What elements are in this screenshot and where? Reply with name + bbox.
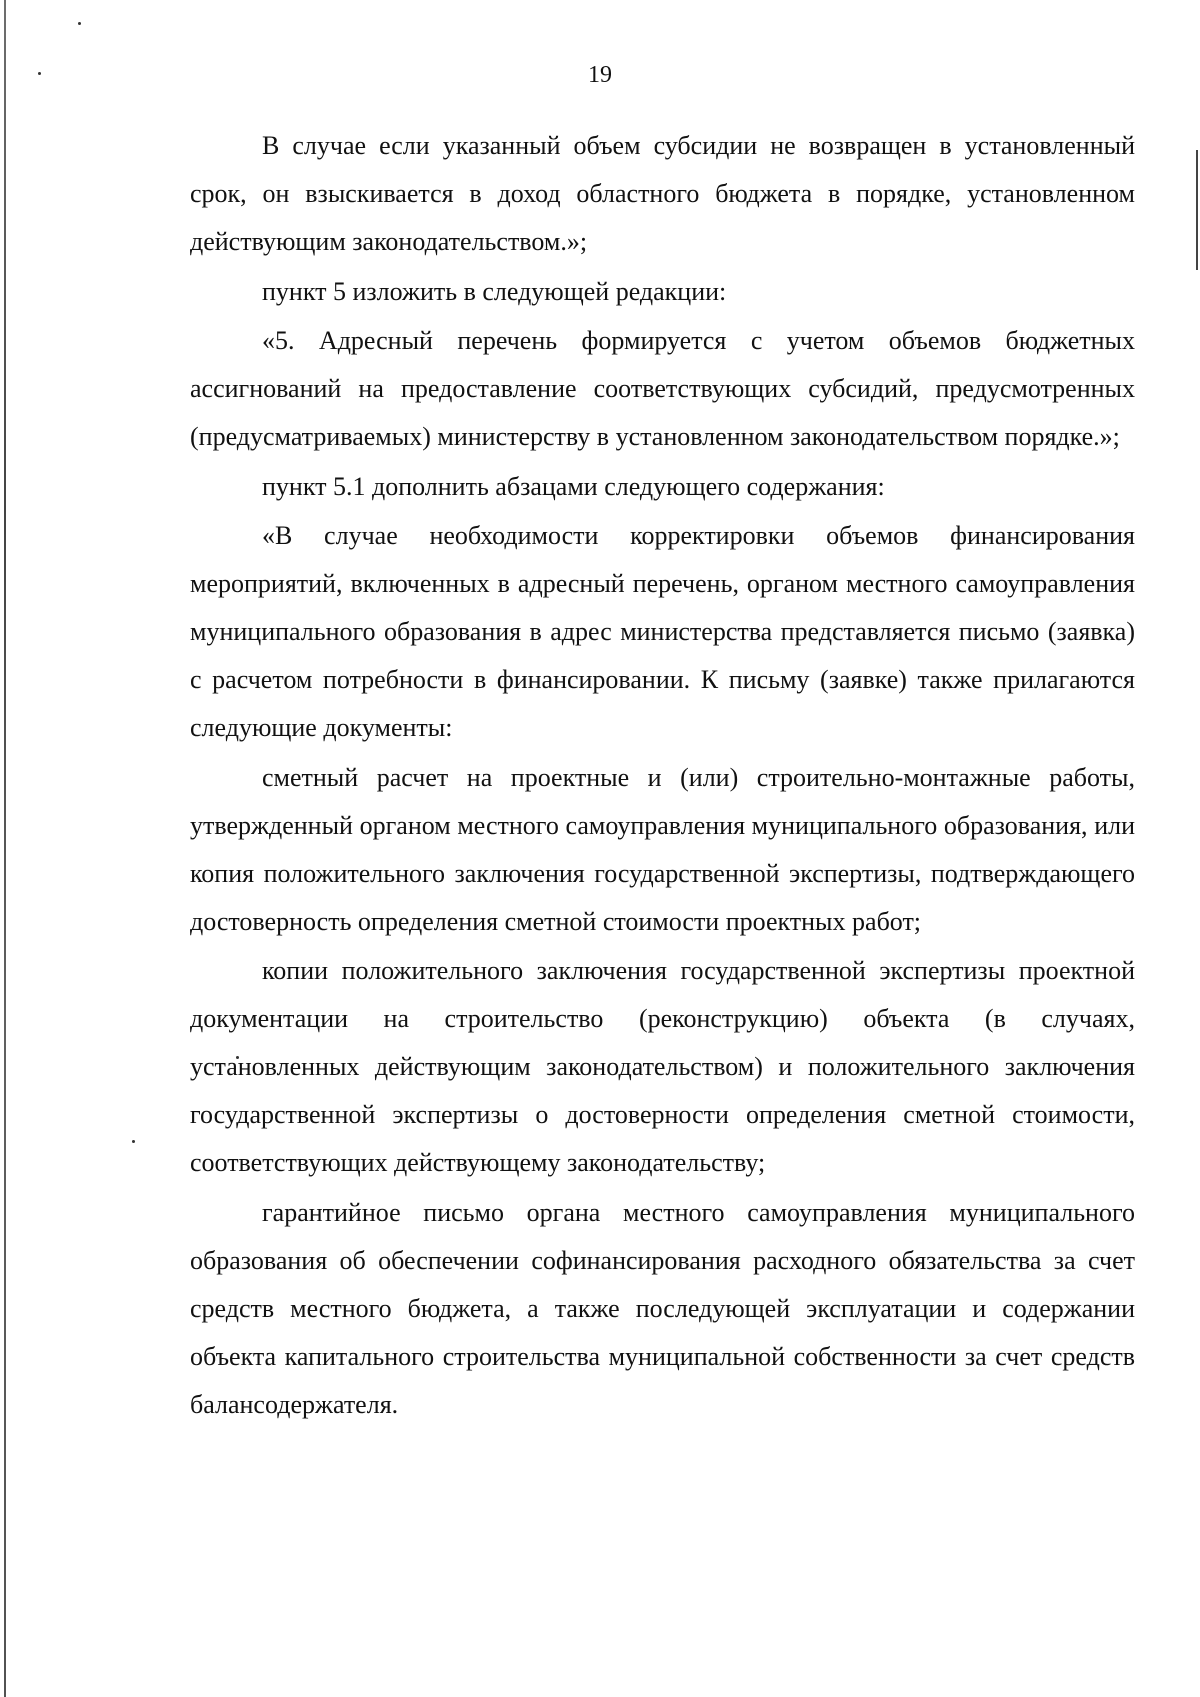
paragraph: копии положительного заключения государственной экспертизы проектной документации на строительство (реконструкцию) объекта (в случаях, установленных действующим законодательством) и положительного заключения государственной экспертизы о достоверности определения сметной стоимости, соответствующих действующему законодательству; bbox=[190, 956, 1135, 1177]
scan-edge-line bbox=[4, 0, 6, 1697]
paragraph: пункт 5 изложить в следующей редакции: bbox=[262, 276, 727, 306]
scan-speck bbox=[132, 1140, 135, 1143]
paragraph: гарантийное письмо органа местного самоуправления муниципального образования об обеспечении софинансирования расходного обязательства за счет средств местного бюджета, а также последующей эксплуатации и содержании объекта капитального строительства муниципальной собственности за счет средств балансодержателя. bbox=[190, 1197, 1135, 1419]
page-number: 19 bbox=[588, 62, 612, 88]
paragraph: «5. Адресный перечень формируется с учетом объемов бюджетных ассигнований на предоставление соответствующих субсидий, предусмотренных (предусматриваемых) министерству в установленном законодательством порядке.»; bbox=[190, 326, 1135, 451]
paragraph: В случае если указанный объем субсидии не возвращен в установленный срок, он взыскивается в доход областного бюджета в порядке, установленном действующим законодательством.»; bbox=[190, 131, 1135, 256]
scan-margin-mark bbox=[1196, 150, 1198, 270]
paragraph: пункт 5.1 дополнить абзацами следующего содержания: bbox=[262, 471, 885, 501]
document-body bbox=[190, 122, 1135, 1430]
paragraph: сметный расчет на проектные и (или) строительно-монтажные работы, утвержденный органом местного самоуправления муниципального образования, или копия положительного заключения государственной экспертизы, подтверждающего достоверность определения сметной стоимости проектных работ; bbox=[190, 762, 1135, 936]
scan-speck bbox=[78, 22, 81, 25]
paragraph: «В случае необходимости корректировки объемов финансирования мероприятий, включенных в адресный перечень, органом местного самоуправления муниципального образования в адрес министерства представляется письмо (заявка) с расчетом потребности в финансировании. К письму (заявке) также прилагаются следующие документы: bbox=[190, 521, 1135, 742]
